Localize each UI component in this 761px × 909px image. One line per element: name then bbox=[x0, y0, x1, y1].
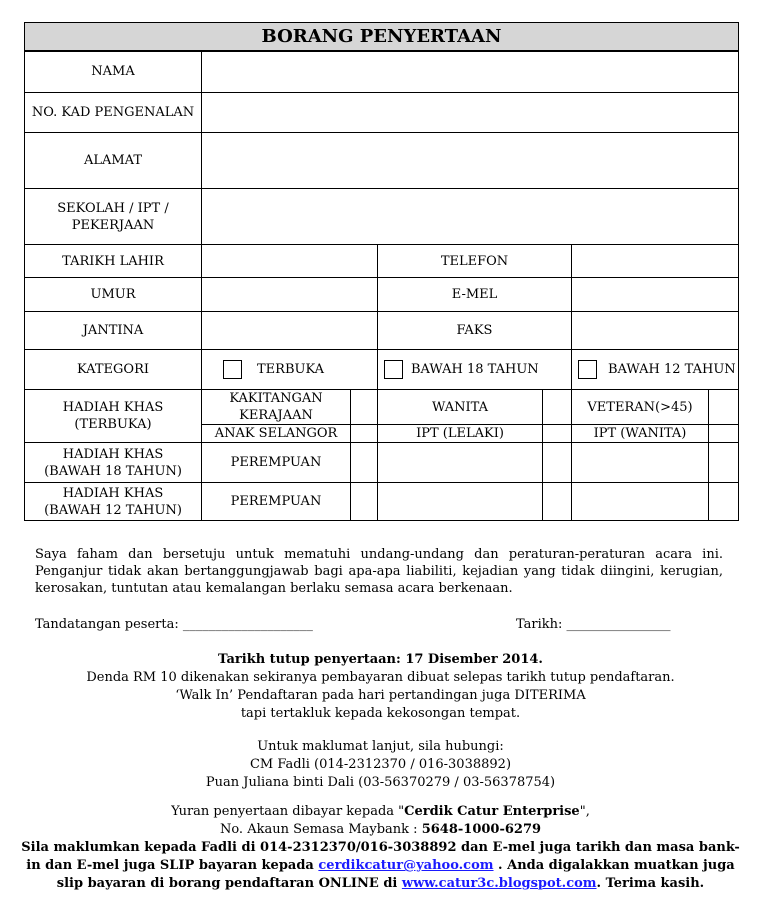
option-bawah-12-label: BAWAH 12 TAHUN bbox=[608, 362, 736, 377]
option-terbuka[interactable] bbox=[202, 350, 378, 390]
empty-cell bbox=[378, 483, 543, 521]
input-sekolah[interactable] bbox=[202, 189, 739, 245]
label-kakitangan: KAKITANGAN KERAJAAN bbox=[202, 390, 351, 425]
account-line bbox=[20, 821, 741, 839]
walk-in-note: tapi tertakluk kepada kekosongan tempat. bbox=[240, 706, 521, 721]
input-telefon[interactable] bbox=[572, 245, 739, 278]
label-faks: FAKS bbox=[378, 312, 572, 350]
deadline-text: Tarikh tutup penyertaan: 17 Disember 2014. bbox=[218, 652, 543, 667]
empty-cell bbox=[543, 483, 572, 521]
account-label: No. Akaun Semasa Maybank : bbox=[219, 822, 422, 837]
label-hadiah-terbuka: HADIAH KHAS (TERBUKA) bbox=[25, 390, 202, 443]
option-bawah-12[interactable] bbox=[572, 350, 739, 390]
label-hadiah-bawah-18: HADIAH KHAS (BAWAH 18 TAHUN) bbox=[25, 443, 202, 483]
label-kategori: KATEGORI bbox=[25, 350, 202, 390]
late-fee-text: Denda RM 10 dikenakan sekiranya pembayaran dibuat selepas tarikh tutup pendaftaran. bbox=[86, 670, 675, 685]
checkbox-terbuka[interactable] bbox=[223, 360, 242, 379]
label-telefon: TELEFON bbox=[378, 245, 572, 278]
checkbox-perempuan-18[interactable] bbox=[351, 443, 378, 483]
option-bawah-18-label: BAWAH 18 TAHUN bbox=[411, 362, 539, 377]
empty-cell bbox=[709, 483, 739, 521]
label-ipt-wanita: IPT (WANITA) bbox=[572, 425, 709, 443]
payment-suffix: ", bbox=[579, 804, 590, 819]
input-faks[interactable] bbox=[572, 312, 739, 350]
checkbox-bawah-18[interactable] bbox=[384, 360, 403, 379]
label-alamat: ALAMAT bbox=[25, 133, 202, 189]
empty-cell bbox=[572, 483, 709, 521]
notice-part-2: . Anda digalakkan muatkan juga slip bayaran di borang pendaftaran ONLINE di bbox=[56, 858, 735, 891]
label-emel: E-MEL bbox=[378, 278, 572, 312]
website-link[interactable]: www.catur3c.blogspot.com bbox=[401, 876, 597, 891]
label-veteran: VETERAN(>45) bbox=[572, 390, 709, 425]
closing-notes bbox=[20, 651, 741, 723]
form-title: BORANG PENYERTAAN bbox=[25, 23, 739, 51]
label-hadiah-bawah-12: HADIAH KHAS (BAWAH 12 TAHUN) bbox=[25, 483, 202, 521]
walk-in-text: ‘Walk In’ Pendaftaran pada hari pertandingan juga DITERIMA bbox=[175, 688, 586, 703]
company-name: Cerdik Catur Enterprise bbox=[404, 804, 580, 819]
checkbox-perempuan-12[interactable] bbox=[351, 483, 378, 521]
payment-prefix: Yuran penyertaan dibayar kepada " bbox=[171, 804, 405, 819]
label-sekolah: SEKOLAH / IPT / PEKERJAAN bbox=[25, 189, 202, 245]
email-link[interactable]: cerdikcatur@yahoo.com bbox=[318, 858, 494, 873]
input-kad-pengenalan[interactable] bbox=[202, 93, 739, 133]
contact-person-2: Puan Juliana binti Dali (03-56370279 / 03-56378754) bbox=[205, 775, 556, 790]
label-perempuan-18: PEREMPUAN bbox=[202, 443, 351, 483]
empty-cell bbox=[709, 443, 739, 483]
signature-field[interactable]: Tandatangan peserta: ____________________ bbox=[35, 617, 313, 632]
checkbox-ipt-lelaki[interactable] bbox=[543, 425, 572, 443]
label-anak-selangor: ANAK SELANGOR bbox=[202, 425, 351, 443]
input-alamat[interactable] bbox=[202, 133, 739, 189]
label-jantina: JANTINA bbox=[25, 312, 202, 350]
label-umur: UMUR bbox=[25, 278, 202, 312]
checkbox-kakitangan[interactable] bbox=[351, 390, 378, 425]
input-jantina[interactable] bbox=[202, 312, 378, 350]
checkbox-bawah-12[interactable] bbox=[578, 360, 597, 379]
option-bawah-18[interactable] bbox=[378, 350, 572, 390]
notice-part-1: Sila maklumkan kepada Fadli di 014-2312370/016-3038892 dan E-mel juga tarikh dan masa bank-in dan E-mel juga SLIP bayaran kepada bbox=[21, 840, 740, 873]
account-number: 5648-1000-6279 bbox=[421, 822, 542, 837]
contact-block bbox=[20, 738, 741, 792]
label-tarikh-lahir: TARIKH LAHIR bbox=[25, 245, 202, 278]
checkbox-anak-selangor[interactable] bbox=[351, 425, 378, 443]
empty-cell bbox=[543, 443, 572, 483]
contact-person-1: CM Fadli (014-2312370 / 016-3038892) bbox=[249, 757, 512, 772]
input-nama[interactable] bbox=[202, 51, 739, 93]
payment-block bbox=[20, 803, 741, 893]
notice-part-3: . Terima kasih. bbox=[596, 876, 705, 891]
input-tarikh-lahir[interactable] bbox=[202, 245, 378, 278]
empty-cell bbox=[378, 443, 543, 483]
contact-heading: Untuk maklumat lanjut, sila hubungi: bbox=[257, 739, 504, 754]
label-ipt-lelaki: IPT (LELAKI) bbox=[378, 425, 543, 443]
label-kad-pengenalan: NO. KAD PENGENALAN bbox=[25, 93, 202, 133]
agreement-text: Saya faham dan bersetuju untuk mematuhi undang-undang dan peraturan-peraturan acara ini. Penganjur tidak akan bertanggungjawab bagi apa-apa liabiliti, kejadian yang tidak diingini, kerugian, kerosakan, tuntutan atau kemalangan berlaku semasa acara berkenaan. bbox=[35, 547, 723, 596]
payment-line-1 bbox=[20, 803, 741, 821]
registration-form-table bbox=[24, 22, 739, 521]
date-field[interactable]: Tarikh: ________________ bbox=[516, 617, 671, 632]
label-nama: NAMA bbox=[25, 51, 202, 93]
label-perempuan-12: PEREMPUAN bbox=[202, 483, 351, 521]
option-terbuka-label: TERBUKA bbox=[257, 362, 325, 377]
payment-notice bbox=[20, 839, 741, 893]
checkbox-wanita[interactable] bbox=[543, 390, 572, 425]
checkbox-veteran[interactable] bbox=[709, 390, 739, 425]
input-emel[interactable] bbox=[572, 278, 739, 312]
label-wanita: WANITA bbox=[378, 390, 543, 425]
checkbox-ipt-wanita[interactable] bbox=[709, 425, 739, 443]
input-umur[interactable] bbox=[202, 278, 378, 312]
empty-cell bbox=[572, 443, 709, 483]
